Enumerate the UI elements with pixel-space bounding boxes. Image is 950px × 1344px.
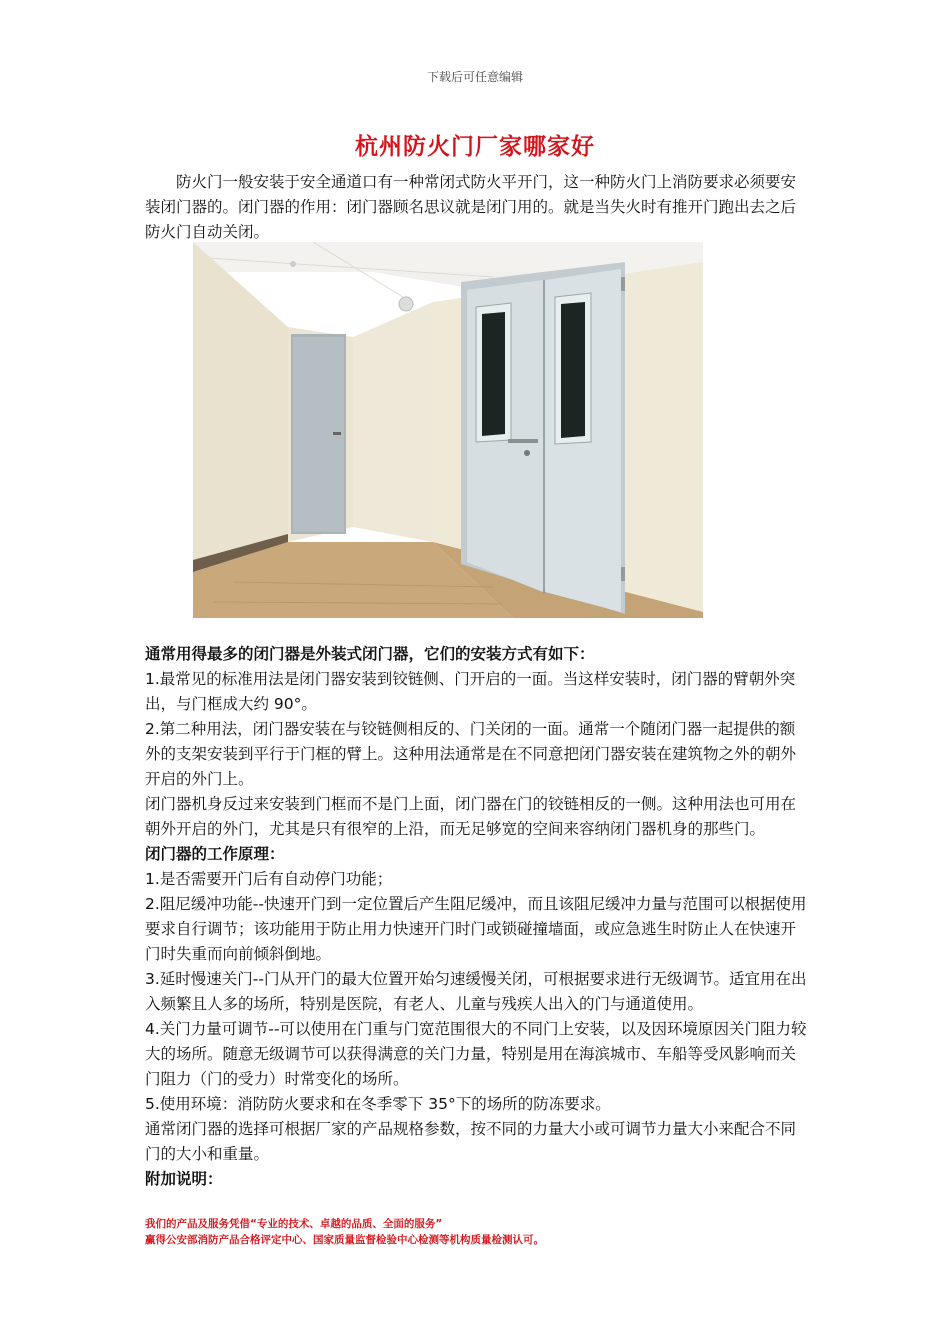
paragraph-7: 3.延时慢速关门--门从开门的最大位置开始匀速缓慢关闭，可根据要求进行无级调节。适宜用在出入频繁且人多的场所，特别是医院，有老人、儿童与残疾人出入的门与通道使用。 bbox=[145, 970, 807, 1013]
intro-paragraph: 防火门一般安装于安全通道口有一种常闭式防火平开门，这一种防火门上消防要求必须要安装闭门器的。闭门器的作用：闭门器顾名思议就是闭门用的。就是当失火时有推开门跑出去之后防火门自动关闭。 bbox=[145, 173, 797, 241]
paragraph-5: 1.是否需要开门后有自动停门功能； bbox=[145, 870, 393, 888]
header-note: 下载后可任意编辑 bbox=[426, 70, 523, 84]
paragraph-2: 2.第二种用法，闭门器安装在与铰链侧相反的、门关闭的一面。通常一个随闭门器一起提供的额外的支架安装到平行于门框的臂上。这种用法通常是在不同意把闭门器安装在建筑物之外的朝外开启的外门上。 bbox=[145, 720, 797, 788]
paragraph-0: 通常用得最多的闭门器是外装式闭门器，它们的安装方式有如下： bbox=[145, 645, 595, 663]
paragraph-6: 2.阻尼缓冲功能--快速开门到一定位置后产生阻尼缓冲，而且该阻尼缓冲力量与范围可以根据使用要求自行调节；该功能用于防止用力快速开门时门或锁碰撞墙面，或应急逃生时防止人在快速开门时失重而向前倾斜倒地。 bbox=[145, 895, 807, 963]
body-text bbox=[145, 642, 807, 1192]
footer-note-0: 我们的产品及服务凭借“专业的技术、卓越的品质、全面的服务” bbox=[145, 1218, 443, 1230]
paragraph-4: 闭门器的工作原理： bbox=[145, 845, 285, 863]
page-title: 杭州防火门厂家哪家好 bbox=[355, 134, 595, 160]
paragraph-3: 闭门器机身反过来安装到门框而不是门上面，闭门器在门的铰链相反的一侧。这种用法也可用在朝外开启的外门，尤其是只有很窄的上沿，而无足够宽的空间来容纳闭门器机身的那些门。 bbox=[145, 795, 797, 838]
paragraph-1: 1.最常见的标准用法是闭门器安装到铰链侧、门开启的一面。当这样安装时，闭门器的臂朝外突出，与门框成大约 90°。 bbox=[145, 670, 796, 713]
footer-notes bbox=[145, 1216, 807, 1248]
paragraph-11: 附加说明： bbox=[145, 1170, 223, 1188]
paragraph-10: 通常闭门器的选择可根据厂家的产品规格参数，按不同的力量大小或可调节力量大小来配合不同门的大小和重量。 bbox=[145, 1120, 797, 1163]
paragraph-8: 4.关门力量可调节--可以使用在门重与门宽范围很大的不同门上安装，以及因环境原因关门阻力较大的场所。随意无级调节可以获得满意的关门力量，特别是用在海滨城市、车船等受风影响而关门阻力（门的受力）时常变化的场所。 bbox=[145, 1020, 807, 1088]
footer-note-1: 赢得公安部消防产品合格评定中心、国家质量监督检验中心检测等机构质量检测认可。 bbox=[145, 1234, 544, 1246]
paragraph-9: 5.使用环境：消防防火要求和在冬季零下 35°下的场所的防冻要求。 bbox=[145, 1095, 611, 1113]
fire-door-photo bbox=[193, 242, 703, 618]
